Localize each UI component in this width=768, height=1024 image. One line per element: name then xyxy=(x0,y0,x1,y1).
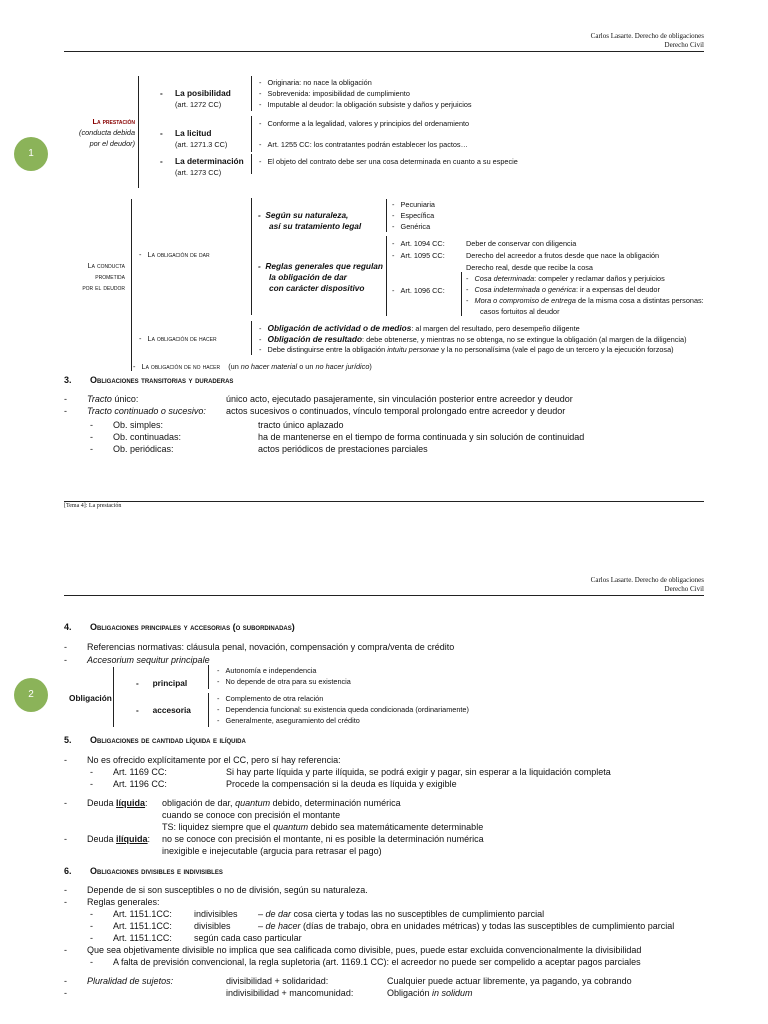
art1096-bracket xyxy=(461,272,462,316)
reglas-bracket xyxy=(386,236,387,316)
art1169-text: Si hay parte líquida y parte ilíquida, se podrá exigir y pagar, sin esperar a la liquidación completa xyxy=(226,767,611,777)
naturaleza-label-2: así su tratamiento legal xyxy=(269,221,362,231)
rule-2-text: – de hacer (días de trabajo, obra en unidades métricas) y todas las susceptibles de cumplimiento parcial xyxy=(258,921,675,931)
accesoria-bracket xyxy=(208,693,209,727)
posibilidad-ref: (art. 1272 CC) xyxy=(175,100,222,109)
rule-2-label: divisibles xyxy=(194,921,231,931)
sec4-title: Obligaciones principales y accesorias (o subordinadas) xyxy=(90,622,295,632)
accesoria-label: - accesoria xyxy=(136,705,191,715)
sec3-sub-3-text: actos periódicos de prestaciones parciales xyxy=(258,444,428,454)
rule-3-art: - Art. 1151.1CC: xyxy=(90,933,172,943)
sec6-bullet-2: - Reglas generales: xyxy=(64,897,160,907)
principal-label: - principal xyxy=(136,678,188,688)
sec3-continuo-text: actos sucesivos o continuados, vínculo temporal prolongado entre acreedor y deudor xyxy=(226,406,566,416)
licitud-label: La licitud xyxy=(175,128,212,138)
conducta-title-3: por el deudor xyxy=(82,283,125,292)
determinacion-dash: - xyxy=(160,156,163,166)
dar-label: - La obligación de dar xyxy=(139,250,210,259)
determinacion-item-1: - El objeto del contrato debe ser una cosa determinada en cuanto a su especie xyxy=(259,157,518,166)
reglas-label-2: la obligación de dar xyxy=(269,272,347,282)
sec3-sub-1: - Ob. simples: xyxy=(90,420,164,430)
obligacion-label: Obligación xyxy=(69,693,112,703)
licitud-ref: (art. 1271.3 CC) xyxy=(175,140,228,149)
art1096-item-2: - Cosa indeterminada o genérica: ir a expensas del deudor xyxy=(466,285,660,294)
hacer-item-3: - Debe distinguirse entre la obligación intuitu personae y la no personalísima (vale el pago de un tercero y la ejecución forzosa) xyxy=(259,345,674,354)
pluralidad-2-text: Obligación in solidum xyxy=(387,988,473,998)
rule-1-text: – de dar cosa cierta y todas las no susceptibles de cumplimiento parcial xyxy=(258,909,545,919)
art1196: - Art. 1196 CC: xyxy=(90,779,167,789)
sec4-bullet-1: - Referencias normativas: cláusula penal, novación, compensación y compra/venta de crédito xyxy=(64,642,455,652)
header-subject: Derecho Civil xyxy=(664,41,704,49)
prestacion-bracket xyxy=(138,76,139,188)
hacer-item-2: - Obligación de resultado: debe obtenerse, y mientras no se obtenga, no se extingue la obligación (al margen de la diligencia) xyxy=(259,334,687,344)
sec5-bullet-1: - No es ofrecido explícitamente por el CC, pero sí hay referencia: xyxy=(64,755,341,765)
determinacion-label: La determinación xyxy=(175,156,244,166)
hacer-label: - La obligación de hacer xyxy=(139,334,217,343)
deuda-liquida: - Deuda líquida: xyxy=(64,798,148,808)
prestacion-subtitle-2: por el deudor) xyxy=(89,139,135,148)
sec6-bullet-3-sub: - A falta de previsión convencional, la regla supletoria (art. 1169.1 CC): el acreedor no puede ser compelido a aceptar pagos parciales xyxy=(90,957,641,967)
prestacion-subtitle-1: (conducta debida xyxy=(79,128,135,137)
determinacion-bracket xyxy=(251,154,252,174)
posibilidad-item-3: - Imputable al deudor: la obligación subsiste y daños y perjuicios xyxy=(259,100,472,109)
licitud-bracket xyxy=(251,116,252,152)
sec3-sub-3: - Ob. periódicas: xyxy=(90,444,174,454)
reglas-label-3: con carácter dispositivo xyxy=(269,283,365,293)
art1096-item-1: - Cosa determinada: compeler y reclamar daños y perjuicios xyxy=(466,274,665,283)
page-badge-2: 2 xyxy=(14,678,48,712)
posibilidad-dash: - xyxy=(160,88,163,98)
accesoria-item-3: - Generalmente, aseguramiento del crédito xyxy=(217,716,360,725)
licitud-dash: - xyxy=(160,128,163,138)
rule-1-art: - Art. 1151.1CC: xyxy=(90,909,172,919)
rule-2-art: - Art. 1151.1CC: xyxy=(90,921,172,931)
art1094-text: Deber de conservar con diligencia xyxy=(466,239,577,248)
principal-item-1: - Autonomía e independencia xyxy=(217,666,317,675)
art1169: - Art. 1169 CC: xyxy=(90,767,167,777)
sec4-bullet-2: - Accesorium sequitur principale xyxy=(64,655,210,665)
liquida-line-2: cuando se conoce con precisión el montante xyxy=(162,810,341,820)
sec5-number: 5. xyxy=(64,735,72,745)
iliquida-line-1: no se conoce con precisión el montante, ni es posible la determinación numérica xyxy=(162,834,484,844)
liquida-line-1: obligación de dar, quantum debido, determinación numérica xyxy=(162,798,401,808)
art1095-text-2: Derecho real, desde que recibe la cosa xyxy=(466,263,593,272)
naturaleza-label: - Según su naturaleza, xyxy=(258,210,349,220)
naturaleza-bracket xyxy=(386,199,387,232)
sec3-number: 3. xyxy=(64,375,72,385)
sec3-unico: - Tracto único: xyxy=(64,394,139,404)
art1095-label: - Art. 1095 CC: xyxy=(392,251,445,260)
dar-bracket xyxy=(251,198,252,315)
sec4-number: 4. xyxy=(64,622,72,632)
accesoria-item-1: - Complemento de otra relación xyxy=(217,694,324,703)
art1096-label: - Art. 1096 CC: xyxy=(392,286,445,295)
header-author-2: Carlos Lasarte. Derecho de obligaciones xyxy=(590,576,704,584)
sec3-continuo: - Tracto continuado o sucesivo: xyxy=(64,406,206,416)
pluralidad-2: indivisibilidad + mancomunidad: xyxy=(226,988,354,998)
header-author: Carlos Lasarte. Derecho de obligaciones xyxy=(590,32,704,40)
hacer-bracket xyxy=(251,321,252,355)
art1095-text-1: Derecho del acreedor a frutos desde que nace la obligación xyxy=(466,251,660,260)
posibilidad-bracket xyxy=(251,76,252,111)
prestacion-title: La prestación xyxy=(92,117,135,126)
rule-3-text: según cada caso particular xyxy=(194,933,302,943)
pluralidad-2-dash: - xyxy=(64,988,67,998)
obligacion-bracket xyxy=(113,667,114,727)
licitud-item-1: - Conforme a la legalidad, valores y principios del ordenamiento xyxy=(259,119,470,128)
sec6-bullet-1: - Depende de si son susceptibles o no de división, según su naturaleza. xyxy=(64,885,368,895)
conducta-bracket xyxy=(131,199,132,371)
iliquida-line-2: inexigible e inejecutable (argucia para retrasar el pago) xyxy=(162,846,382,856)
pluralidad-label: - Pluralidad de sujetos: xyxy=(64,976,174,986)
principal-item-2: - No depende de otra para su existencia xyxy=(217,677,351,686)
posibilidad-item-2: - Sobrevenida: imposibilidad de cumplimiento xyxy=(259,89,410,98)
deuda-iliquida: - Deuda ilíquida: xyxy=(64,834,151,844)
sec5-title: Obligaciones de cantidad líquida e ilíquida xyxy=(90,735,246,745)
rule-1-label: indivisibles xyxy=(194,909,238,919)
conducta-title-1: La conducta xyxy=(87,261,125,270)
reglas-label: - Reglas generales que regulan xyxy=(258,261,383,271)
naturaleza-item-2: - Específica xyxy=(392,211,435,220)
pluralidad-1-text: Cualquier puede actuar libremente, ya pagando, ya cobrando xyxy=(387,976,632,986)
sec6-bullet-3: - Que sea objetivamente divisible no implica que sea calificada como divisible, pues, puede estar excluida convencionalmente la divisibilidad xyxy=(64,945,642,955)
sec3-unico-text: único acto, ejecutado pasajeramente, sin vinculación posterior entre acreedor y deudor xyxy=(226,394,573,404)
accesoria-item-2: - Dependencia funcional: su existencia queda condicionada (ordinariamente) xyxy=(217,705,469,714)
no-hacer-label: - La obligación de no hacer (un no hacer material o un no hacer jurídico) xyxy=(133,362,372,371)
footer-rule xyxy=(64,501,704,502)
posibilidad-label: La posibilidad xyxy=(175,88,231,98)
page-badge: 1 xyxy=(14,137,48,171)
art1094-label: - Art. 1094 CC: xyxy=(392,239,445,248)
determinacion-ref: (art. 1273 CC) xyxy=(175,168,222,177)
pluralidad-1: divisibilidad + solidaridad: xyxy=(226,976,329,986)
art1096-item-3b: casos fortuitos al deudor xyxy=(480,307,560,316)
sec3-sub-2-text: ha de mantenerse en el tiempo de forma continuada y sin solución de continuidad xyxy=(258,432,585,442)
liquida-line-3: TS: liquidez siempre que el quantum debido sea matemáticamente determinable xyxy=(162,822,484,832)
footer-text: [Tema 4]: La prestación xyxy=(64,503,122,509)
principal-bracket xyxy=(208,665,209,689)
header-rule xyxy=(64,51,704,52)
posibilidad-item-1: - Originaria: no nace la obligación xyxy=(259,78,372,87)
sec6-title: Obligaciones divisibles e indivisibles xyxy=(90,866,223,876)
sec6-number: 6. xyxy=(64,866,72,876)
sec3-sub-1-text: tracto único aplazado xyxy=(258,420,344,430)
header-rule-2 xyxy=(64,595,704,596)
naturaleza-item-3: - Genérica xyxy=(392,222,431,231)
conducta-title-2: prometida xyxy=(95,272,125,281)
licitud-item-2: - Art. 1255 CC: los contratantes podrán establecer los pactos… xyxy=(259,140,468,149)
naturaleza-item-1: - Pecuniaria xyxy=(392,200,435,209)
art1096-item-3: - Mora o compromiso de entrega de la misma cosa a distintas personas: xyxy=(466,296,704,305)
sec3-sub-2: - Ob. continuadas: xyxy=(90,432,182,442)
hacer-item-1: - Obligación de actividad o de medios: al margen del resultado, pero desempeño diligente xyxy=(259,323,580,333)
sec3-title: Obligaciones transitorias y duraderas xyxy=(90,375,234,385)
art1196-text: Procede la compensación si la deuda es líquida y exigible xyxy=(226,779,457,789)
header-subject-2: Derecho Civil xyxy=(664,585,704,593)
